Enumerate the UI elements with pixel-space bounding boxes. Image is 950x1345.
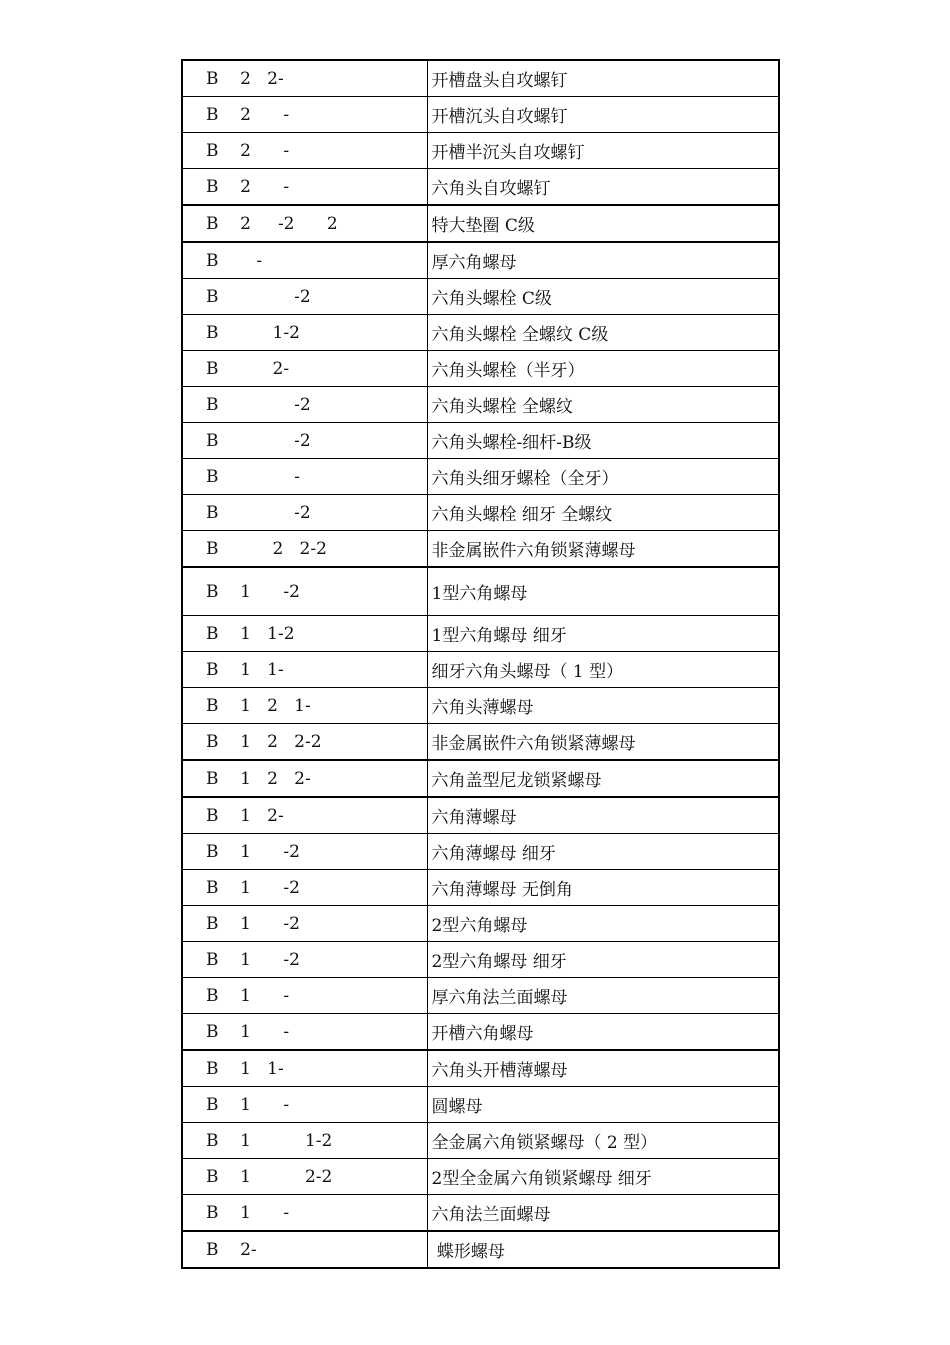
fastener-standards-table (181, 59, 780, 1269)
part-name-cell: 2型六角螺母 (427, 906, 779, 942)
table-row (182, 169, 779, 206)
table-row (182, 870, 779, 906)
standard-code-cell: B 2 - (182, 133, 427, 169)
part-name-cell: 开槽六角螺母 (427, 1014, 779, 1051)
table-row (182, 1123, 779, 1159)
part-name-cell: 六角头螺栓-细杆-B级 (427, 423, 779, 459)
table-row (182, 97, 779, 133)
standard-code-cell: B - (182, 459, 427, 495)
standard-code-cell: B 1-2 (182, 315, 427, 351)
part-name-cell: 六角头开槽薄螺母 (427, 1050, 779, 1087)
part-name-cell: 开槽盘头自攻螺钉 (427, 60, 779, 97)
table-row (182, 1050, 779, 1087)
table-body (182, 60, 779, 1268)
part-name-cell: 六角薄螺母 细牙 (427, 834, 779, 870)
table-row (182, 652, 779, 688)
table-row (182, 724, 779, 761)
standard-code-cell: B -2 (182, 495, 427, 531)
table-row (182, 242, 779, 279)
standard-code-cell: B 1 2 2- (182, 760, 427, 797)
standard-code-cell: B 2 -2 2 (182, 205, 427, 242)
table-row (182, 531, 779, 568)
table-row (182, 60, 779, 97)
table-row (182, 834, 779, 870)
part-name-cell: 圆螺母 (427, 1087, 779, 1123)
part-name-cell: 六角头螺栓（半牙） (427, 351, 779, 387)
part-name-cell: 1型六角螺母 细牙 (427, 616, 779, 652)
standard-code-cell: B - (182, 242, 427, 279)
standard-code-cell: B 1 -2 (182, 834, 427, 870)
standard-code-cell: B 1 1- (182, 652, 427, 688)
standard-code-cell: B 2 2-2 (182, 531, 427, 568)
part-name-cell: 2型六角螺母 细牙 (427, 942, 779, 978)
standard-code-cell: B 1 -2 (182, 906, 427, 942)
table-row (182, 423, 779, 459)
standard-code-cell: B 1 2 1- (182, 688, 427, 724)
standard-code-cell: B 2- (182, 351, 427, 387)
table-row (182, 1231, 779, 1268)
standard-code-cell: B 1 -2 (182, 870, 427, 906)
part-name-cell: 特大垫圈 C级 (427, 205, 779, 242)
part-name-cell: 细牙六角头螺母（ 1 型） (427, 652, 779, 688)
part-name-cell: 2型全金属六角锁紧螺母 细牙 (427, 1159, 779, 1195)
part-name-cell: 开槽沉头自攻螺钉 (427, 97, 779, 133)
standard-code-cell: B 1 2- (182, 797, 427, 834)
standard-code-cell: B -2 (182, 423, 427, 459)
standard-code-cell: B 1 -2 (182, 942, 427, 978)
part-name-cell: 非金属嵌件六角锁紧薄螺母 (427, 724, 779, 761)
table-row (182, 942, 779, 978)
part-name-cell: 六角薄螺母 (427, 797, 779, 834)
table-row (182, 1087, 779, 1123)
table-row (182, 459, 779, 495)
table-row (182, 315, 779, 351)
part-name-cell: 厚六角法兰面螺母 (427, 978, 779, 1014)
standard-code-cell: B 1 - (182, 1195, 427, 1232)
table-row (182, 133, 779, 169)
standard-code-cell: B 2 2- (182, 60, 427, 97)
part-name-cell: 六角头螺栓 全螺纹 C级 (427, 315, 779, 351)
table-row (182, 616, 779, 652)
part-name-cell: 全金属六角锁紧螺母（ 2 型） (427, 1123, 779, 1159)
table-row (182, 1159, 779, 1195)
part-name-cell: 蝶形螺母 (427, 1231, 779, 1268)
standard-code-cell: B 1 1-2 (182, 1123, 427, 1159)
standard-code-cell: B 1 1-2 (182, 616, 427, 652)
table-row (182, 1195, 779, 1232)
table-row (182, 279, 779, 315)
part-name-cell: 六角薄螺母 无倒角 (427, 870, 779, 906)
table-row (182, 351, 779, 387)
standard-code-cell: B -2 (182, 387, 427, 423)
table-row (182, 906, 779, 942)
standard-code-cell: B 1 -2 (182, 567, 427, 616)
table-row (182, 1014, 779, 1051)
standard-code-cell: B 1 - (182, 1087, 427, 1123)
part-name-cell: 六角头螺栓 C级 (427, 279, 779, 315)
part-name-cell: 六角盖型尼龙锁紧螺母 (427, 760, 779, 797)
table-row (182, 978, 779, 1014)
part-name-cell: 六角头自攻螺钉 (427, 169, 779, 206)
standard-code-cell: B 1 - (182, 1014, 427, 1051)
standard-code-cell: B 1 2 2-2 (182, 724, 427, 761)
part-name-cell: 六角头细牙螺栓（全牙） (427, 459, 779, 495)
part-name-cell: 厚六角螺母 (427, 242, 779, 279)
table-row (182, 760, 779, 797)
table-row (182, 567, 779, 616)
standard-code-cell: B 2 - (182, 169, 427, 206)
table-row (182, 797, 779, 834)
standard-code-cell: B 1 1- (182, 1050, 427, 1087)
table-row (182, 387, 779, 423)
part-name-cell: 开槽半沉头自攻螺钉 (427, 133, 779, 169)
standard-code-cell: B 1 - (182, 978, 427, 1014)
standard-code-cell: B 2- (182, 1231, 427, 1268)
table-row (182, 495, 779, 531)
table-row (182, 205, 779, 242)
part-name-cell: 六角法兰面螺母 (427, 1195, 779, 1232)
part-name-cell: 六角头螺栓 细牙 全螺纹 (427, 495, 779, 531)
part-name-cell: 六角头薄螺母 (427, 688, 779, 724)
table-row (182, 688, 779, 724)
part-name-cell: 非金属嵌件六角锁紧薄螺母 (427, 531, 779, 568)
standard-code-cell: B 2 - (182, 97, 427, 133)
part-name-cell: 六角头螺栓 全螺纹 (427, 387, 779, 423)
standard-code-cell: B -2 (182, 279, 427, 315)
standard-code-cell: B 1 2-2 (182, 1159, 427, 1195)
part-name-cell: 1型六角螺母 (427, 567, 779, 616)
